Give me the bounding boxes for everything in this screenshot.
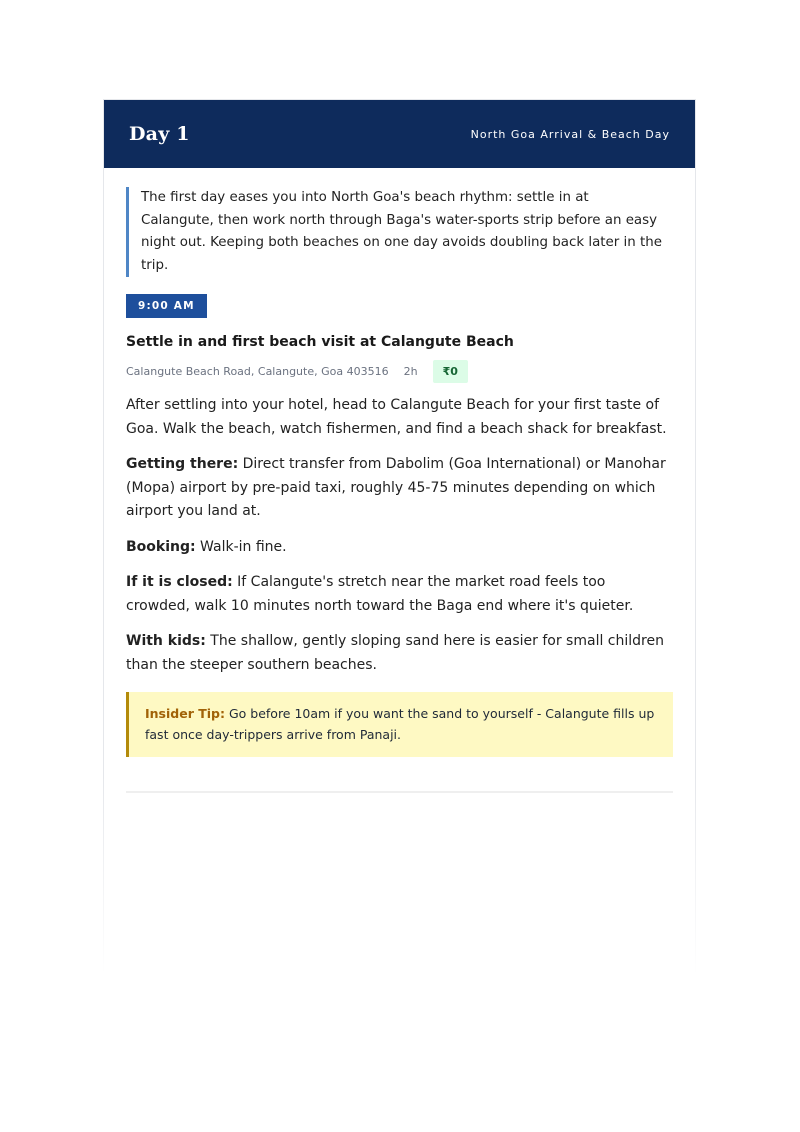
getting-there-text: Direct transfer from Dabolim (Goa International) or Manohar (Mopa) airport by pre-paid taxi, roughly 45-75 minutes depending on which airport you land at. [126,456,666,519]
activity-duration: 2h [403,365,418,378]
if-closed [126,571,673,618]
booking [126,536,673,560]
booking-text: Walk-in fine. [195,538,287,555]
if-closed-text: If Calangute's stretch near the market road feels too crowded, walk 10 minutes north toward the Baga end where it's quieter. [126,574,634,614]
activity-address: Calangute Beach Road, Calangute, Goa 403516 [126,365,389,378]
day-body [104,168,695,793]
day-card [103,99,696,975]
getting-there [126,453,673,524]
activity-description: After settling into your hotel, head to Calangute Beach for your first taste of Goa. Walk the beach, watch fishermen, and find a beach shack for breakfast. [126,397,667,437]
insider-tip-label: Insider Tip: [145,706,225,721]
cost-badge: ₹0 [433,360,468,383]
day-header [104,100,695,168]
activity-title: Settle in and first beach visit at Calangute Beach [126,334,514,350]
day-title: Day 1 [129,123,190,145]
insider-tip [126,692,673,757]
if-closed-label: If it is closed: [126,574,233,590]
activity-meta [126,360,673,383]
time-badge: 9:00 AM [126,294,207,318]
insider-tip-text: Go before 10am if you want the sand to yourself - Calangute fills up fast once day-trippers arrive from Panaji. [145,706,655,742]
with-kids [126,630,673,677]
getting-there-label: Getting there: [126,456,239,472]
day-subtitle: North Goa Arrival & Beach Day [470,127,670,141]
with-kids-text: The shallow, gently sloping sand here is easier for small children than the steeper southern beaches. [126,633,664,673]
day-intro: The first day eases you into North Goa's beach rhythm: settle in at Calangute, then work north through Baga's water-sports strip before an easy night out. Keeping both beaches on one day avoids doubling back later in the trip. [126,187,673,277]
with-kids-label: With kids: [126,633,206,649]
booking-label: Booking: [126,538,196,555]
activity-item [126,294,673,793]
card-fade [103,775,696,975]
